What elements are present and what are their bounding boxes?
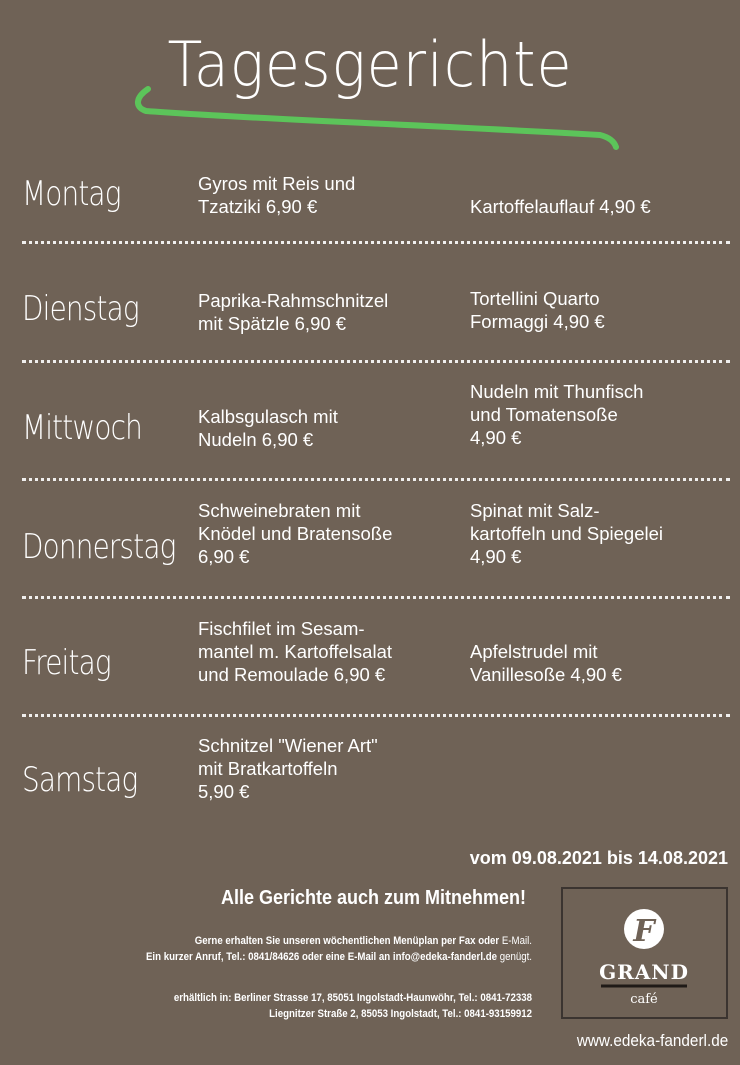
day-label: Dienstag	[22, 289, 139, 329]
store-addresses	[4, 990, 532, 1022]
info-text: genügt.	[497, 951, 532, 963]
email-link[interactable]: info@edeka-fanderl.de	[392, 951, 498, 963]
contact-info	[4, 933, 532, 965]
info-text-email-word: E-Mail.	[501, 935, 532, 947]
day-label: Samstag	[22, 760, 138, 800]
day-label: Donnerstag	[22, 527, 176, 567]
day-label: Mittwoch	[22, 408, 142, 448]
page-title: Tagesgerichte	[167, 28, 573, 101]
main-dish: Gyros mit Reis und Tzatziki 6,90 €	[198, 173, 356, 217]
main-dish: Kalbsgulasch mit Nudeln 6,90 €	[198, 406, 338, 450]
dotted-divider	[22, 596, 730, 599]
website-link[interactable]: www.edeka-fanderl.de	[576, 1031, 728, 1050]
dotted-divider	[22, 478, 730, 481]
date-range: vom 09.08.2021 bis 14.08.2021	[469, 848, 728, 868]
logo-sub: café	[630, 992, 658, 1007]
grand-cafe-logo	[561, 887, 728, 1019]
main-dish: Paprika-Rahmschnitzel mit Spätzle 6,90 €	[198, 290, 389, 334]
second-dish: Kartoffelauflauf 4,90 €	[470, 196, 651, 217]
logo-graphic	[563, 889, 726, 1017]
dotted-divider	[22, 714, 730, 717]
second-dish: Nudeln mit Thunfisch und Tomatensoße 4,90 €	[470, 381, 644, 448]
info-text: Gerne erhalten Sie unseren wöchentlichen Menüplan per Fax oder	[194, 935, 502, 947]
takeaway-note: Alle Gerichte auch zum Mitnehmen!	[220, 887, 526, 909]
main-dish: Schnitzel "Wiener Art" mit Bratkartoffeln 5,90 €	[198, 735, 378, 802]
title-underline-swoosh	[130, 85, 630, 155]
address-line: erhältlich in: Berliner Strasse 17, 85051 Ingolstadt-Haunwöhr, Tel.: 0841-72338	[173, 992, 532, 1004]
logo-letter: F	[633, 914, 655, 949]
main-dish: Fischfilet im Sesam- mantel m. Kartoffelsalat und Remoulade 6,90 €	[198, 618, 392, 685]
info-text: Ein kurzer Anruf, Tel.: 0841/84626 oder eine E-Mail an	[145, 951, 393, 963]
main-dish: Schweinebraten mit Knödel und Bratensoße 6,90 €	[198, 500, 393, 567]
second-dish: Spinat mit Salz- kartoffeln und Spiegelei 4,90 €	[470, 500, 664, 567]
day-label: Freitag	[22, 643, 111, 683]
second-dish: Apfelstrudel mit Vanillesoße 4,90 €	[470, 641, 622, 685]
dotted-divider	[22, 360, 730, 363]
second-dish: Tortellini Quarto Formaggi 4,90 €	[470, 288, 605, 332]
day-label: Montag	[22, 174, 121, 214]
logo-name: GRAND	[599, 960, 689, 984]
address-line: Liegnitzer Straße 2, 85053 Ingolstadt, Tel.: 0841-93159912	[269, 1008, 532, 1020]
dotted-divider	[22, 241, 730, 244]
